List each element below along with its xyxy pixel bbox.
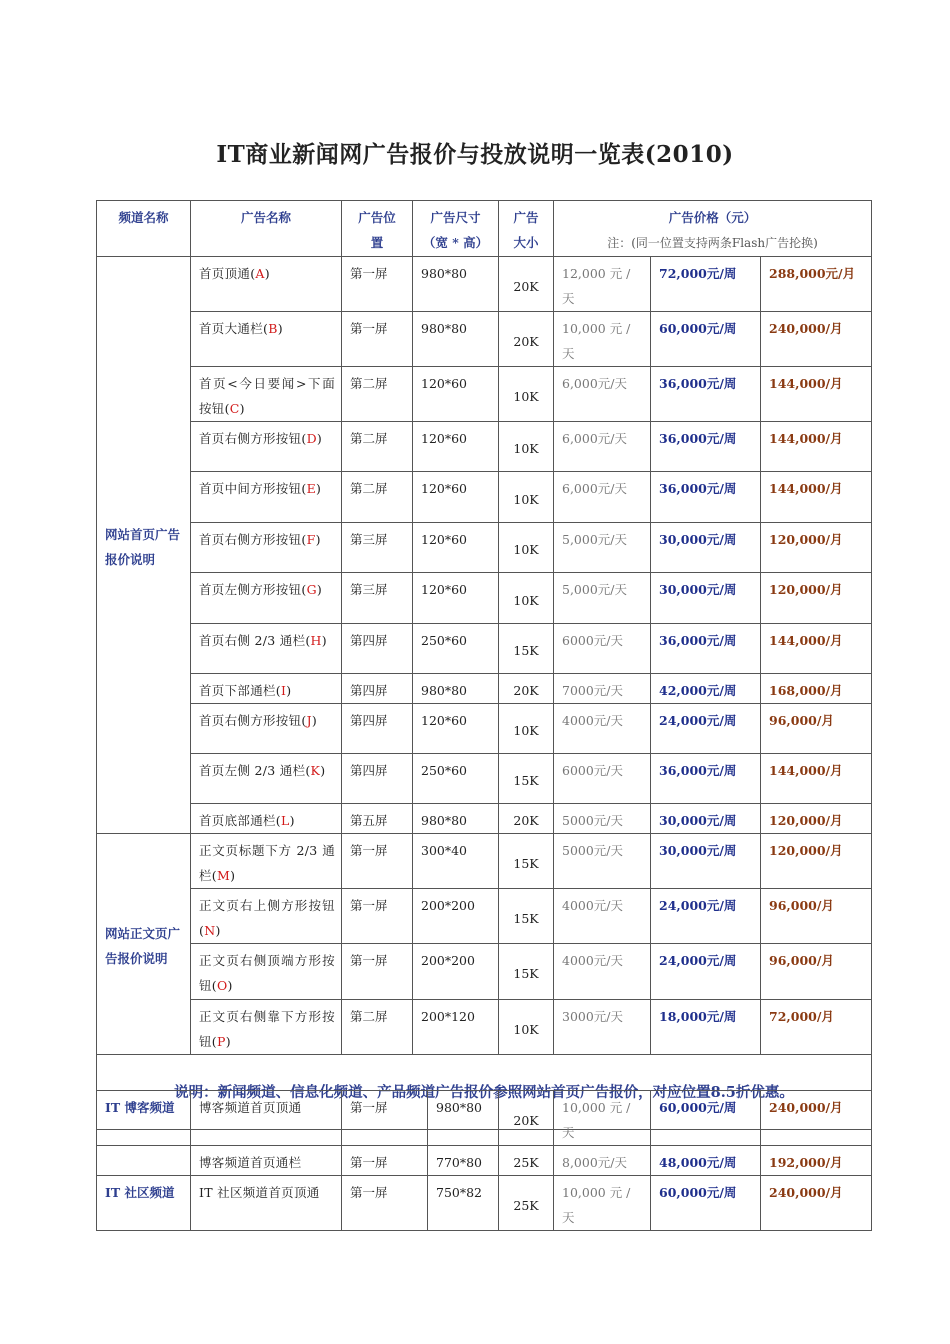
ad-position-cell: 第二屏	[342, 472, 413, 523]
ad-name-close: )	[316, 582, 323, 597]
ad-size-cell: 20K	[499, 674, 554, 704]
weekly-price-cell: 30,000元/周	[651, 573, 761, 624]
ad-position-code: C	[229, 401, 240, 416]
ad-dimension-cell: 120*60	[413, 422, 499, 472]
ad-size-cell: 15K	[499, 889, 554, 944]
monthly-price-cell: 240,000/月	[761, 312, 872, 367]
ad-position-cell: 第三屏	[342, 573, 413, 624]
daily-price-cell: 6,000元/天	[554, 472, 651, 523]
table-row	[97, 754, 872, 804]
daily-price-cell: 7000元/天	[554, 674, 651, 704]
ad-size-cell: 25K	[499, 1146, 554, 1176]
ad-name-close: )	[316, 481, 322, 496]
ad-position-code: L	[280, 813, 290, 828]
ad-name: 首页右侧 2/3 通栏(	[199, 633, 311, 648]
ad-position-cell: 第二屏	[342, 1000, 413, 1055]
monthly-price-cell: 192,000/月	[761, 1146, 872, 1176]
ad-position-cell: 第四屏	[342, 704, 413, 754]
ad-position-cell: 第一屏	[342, 944, 413, 1000]
header-ad-name: 广告名称	[191, 201, 342, 257]
ad-price-table	[96, 200, 872, 1130]
monthly-price-cell: 72,000/月	[761, 1000, 872, 1055]
monthly-price-cell: 120,000/月	[761, 834, 872, 889]
daily-price-cell: 8,000元/天	[554, 1146, 651, 1176]
ad-position-cell: 第四屏	[342, 624, 413, 674]
discount-note: 说明：新闻频道、信息化频道、产品频道广告报价参照网站首页广告报价，对应位置8.5折优惠。	[97, 1055, 872, 1130]
ad-position-code: B	[268, 321, 278, 336]
ad-name-cell	[191, 889, 342, 944]
ad-name: 首页下部通栏(	[199, 683, 281, 698]
ad-name-cell	[191, 1176, 342, 1231]
weekly-price-cell: 30,000元/周	[651, 834, 761, 889]
ad-name-close: )	[239, 401, 245, 416]
ad-size-cell: 20K	[499, 312, 554, 367]
weekly-price-cell: 42,000元/周	[651, 674, 761, 704]
ad-position-code: D	[306, 431, 317, 446]
ad-position-cell: 第二屏	[342, 367, 413, 422]
daily-price-cell: 6000元/天	[554, 754, 651, 804]
ad-dimension-cell: 120*60	[413, 704, 499, 754]
ad-name-cell	[191, 257, 342, 312]
table-header-row	[97, 201, 872, 257]
table-row	[97, 674, 872, 704]
ad-name-cell	[191, 1091, 342, 1146]
ad-dimension-cell: 200*200	[413, 944, 499, 1000]
header-dimension-line2: （宽 * 高）	[422, 235, 489, 250]
monthly-price-cell: 120,000/月	[761, 573, 872, 624]
ad-name: 博客频道首页通栏	[199, 1155, 302, 1170]
ad-size-cell: 20K	[499, 1091, 554, 1146]
daily-price-cell: 4000元/天	[554, 944, 651, 1000]
ad-price-table-body	[97, 201, 872, 1130]
ad-name-close: )	[321, 633, 327, 648]
ad-size-cell: 15K	[499, 754, 554, 804]
ad-size-cell: 10K	[499, 367, 554, 422]
table-row	[97, 1000, 872, 1055]
ad-position-cell: 第二屏	[342, 422, 413, 472]
ad-name-close: )	[316, 431, 323, 446]
daily-price-cell: 5000元/天	[554, 804, 651, 834]
daily-price-cell: 6,000元/天	[554, 367, 651, 422]
monthly-price-cell: 96,000/月	[761, 889, 872, 944]
weekly-price-cell: 36,000元/周	[651, 422, 761, 472]
ad-size-cell: 20K	[499, 257, 554, 312]
table-row	[97, 472, 872, 523]
ad-position-cell: 第一屏	[342, 834, 413, 889]
ad-name: 首页左侧方形按钮(	[199, 582, 307, 597]
ad-dimension-cell: 980*80	[428, 1091, 499, 1146]
header-size-line1: 广告	[513, 210, 539, 225]
weekly-price-cell: 48,000元/周	[651, 1146, 761, 1176]
weekly-price-cell: 36,000元/周	[651, 472, 761, 523]
ad-dimension-cell: 120*60	[413, 472, 499, 523]
ad-name-close: )	[311, 713, 318, 728]
ad-name-close: )	[277, 321, 283, 336]
ad-size-cell: 10K	[499, 704, 554, 754]
monthly-price-cell: 96,000/月	[761, 704, 872, 754]
ad-dimension-cell: 200*120	[413, 1000, 499, 1055]
ad-position-code: J	[306, 713, 312, 728]
ad-dimension-cell: 980*80	[413, 804, 499, 834]
ad-position-cell: 第一屏	[342, 1146, 428, 1176]
ad-position-code: P	[216, 1034, 226, 1049]
monthly-price-cell: 144,000/月	[761, 624, 872, 674]
monthly-price-cell: 240,000/月	[761, 1091, 872, 1146]
ad-dimension-cell: 250*60	[413, 624, 499, 674]
ad-name-close: )	[289, 813, 295, 828]
ad-name: 首页左侧 2/3 通栏(	[199, 763, 311, 778]
ad-name-cell	[191, 754, 342, 804]
daily-price-cell: 4000元/天	[554, 889, 651, 944]
weekly-price-cell: 24,000元/周	[651, 704, 761, 754]
ad-position-cell: 第四屏	[342, 674, 413, 704]
ad-position-code: E	[306, 481, 317, 496]
ad-size-cell: 10K	[499, 1000, 554, 1055]
ad-name-close: )	[286, 683, 292, 698]
daily-price-cell: 6,000元/天	[554, 422, 651, 472]
monthly-price-cell: 288,000元/月	[761, 257, 872, 312]
table-row	[97, 422, 872, 472]
ad-name: 正文页标题下方 2/3 通栏(	[199, 843, 335, 883]
table-row	[97, 834, 872, 889]
channel-price-table	[96, 1090, 872, 1231]
ad-name-cell	[191, 674, 342, 704]
ad-size-cell: 20K	[499, 804, 554, 834]
ad-name-close: )	[315, 532, 321, 547]
weekly-price-cell: 60,000元/周	[651, 1176, 761, 1231]
header-position-line2: 置	[370, 235, 384, 250]
daily-price-cell: 5,000元/天	[554, 523, 651, 573]
channel-article-cell: 网站正文页广告报价说明	[97, 834, 191, 1055]
weekly-price-cell: 60,000元/周	[651, 1091, 761, 1146]
header-dimension-line1: 广告尺寸	[430, 210, 481, 225]
ad-name: IT 社区频道首页顶通	[199, 1185, 320, 1200]
weekly-price-cell: 36,000元/周	[651, 367, 761, 422]
ad-name-cell	[191, 367, 342, 422]
ad-name: 首页右侧方形按钮(	[199, 713, 307, 728]
weekly-price-cell: 36,000元/周	[651, 754, 761, 804]
ad-dimension-cell: 250*60	[413, 754, 499, 804]
channel-price-table-body	[97, 1091, 872, 1231]
ad-position-code: F	[306, 532, 316, 547]
monthly-price-cell: 144,000/月	[761, 472, 872, 523]
ad-position-code: M	[216, 868, 231, 883]
table-row	[97, 523, 872, 573]
table-row	[97, 257, 872, 312]
ad-name: 正文页右上侧方形按钮(	[199, 898, 335, 938]
table-row	[97, 889, 872, 944]
ad-position-code: O	[216, 978, 228, 993]
ad-name-close: )	[227, 978, 233, 993]
table-row	[97, 804, 872, 834]
ad-dimension-cell: 980*80	[413, 312, 499, 367]
ad-name-close: )	[320, 763, 326, 778]
ad-dimension-cell: 120*60	[413, 523, 499, 573]
ad-name-cell	[191, 312, 342, 367]
ad-dimension-cell: 120*60	[413, 573, 499, 624]
ad-name: 首页<今日要闻>下面按钮(	[199, 376, 335, 416]
daily-price-cell: 6000元/天	[554, 624, 651, 674]
monthly-price-cell: 144,000/月	[761, 754, 872, 804]
weekly-price-cell: 24,000元/周	[651, 889, 761, 944]
header-price	[554, 201, 872, 257]
ad-position-code: A	[255, 266, 265, 281]
daily-price-cell: 10,000 元 / 天	[554, 1091, 651, 1146]
ad-name: 首页大通栏(	[199, 321, 269, 336]
ad-name: 首页右侧方形按钮(	[199, 431, 307, 446]
ad-dimension-cell: 120*60	[413, 367, 499, 422]
ad-dimension-cell: 200*200	[413, 889, 499, 944]
ad-position-code: H	[310, 633, 322, 648]
ad-name-cell	[191, 704, 342, 754]
monthly-price-cell: 120,000/月	[761, 804, 872, 834]
ad-name: 首页顶通(	[199, 266, 256, 281]
ad-name-cell	[191, 523, 342, 573]
ad-position-cell: 第一屏	[342, 1091, 428, 1146]
ad-name: 正文页右侧靠下方形按钮(	[199, 1009, 335, 1049]
weekly-price-cell: 60,000元/周	[651, 312, 761, 367]
ad-position-code: K	[310, 763, 321, 778]
monthly-price-cell: 144,000/月	[761, 367, 872, 422]
weekly-price-cell: 30,000元/周	[651, 523, 761, 573]
monthly-price-cell: 144,000/月	[761, 422, 872, 472]
header-dimension	[413, 201, 499, 257]
table-row	[97, 1146, 872, 1176]
ad-name: 首页底部通栏(	[199, 813, 281, 828]
ad-size-cell: 25K	[499, 1176, 554, 1231]
table-row	[97, 573, 872, 624]
ad-position-cell: 第三屏	[342, 523, 413, 573]
header-position-line1: 广告位	[358, 210, 396, 225]
header-price-label: 广告价格（元）	[668, 210, 757, 225]
daily-price-cell: 3000元/天	[554, 1000, 651, 1055]
ad-dimension-cell: 750*82	[428, 1176, 499, 1231]
header-price-note: 注：(同一位置支持两条Flash广告抡换)	[607, 236, 818, 250]
header-size	[499, 201, 554, 257]
ad-name-cell	[191, 804, 342, 834]
ad-size-cell: 15K	[499, 944, 554, 1000]
ad-dimension-cell: 770*80	[428, 1146, 499, 1176]
daily-price-cell: 10,000 元 / 天	[554, 1176, 651, 1231]
channel-blog-empty-cell	[97, 1146, 191, 1176]
page-title: IT商业新闻网广告报价与投放说明一览表(2010)	[216, 141, 734, 168]
monthly-price-cell: 96,000/月	[761, 944, 872, 1000]
monthly-price-cell: 240,000/月	[761, 1176, 872, 1231]
channel-home-cell: 网站首页广告报价说明	[97, 257, 191, 834]
ad-size-cell: 10K	[499, 422, 554, 472]
ad-size-cell: 10K	[499, 523, 554, 573]
weekly-price-cell: 18,000元/周	[651, 1000, 761, 1055]
ad-name-cell	[191, 573, 342, 624]
ad-position-code: I	[280, 683, 287, 698]
daily-price-cell: 5000元/天	[554, 834, 651, 889]
weekly-price-cell: 72,000元/周	[651, 257, 761, 312]
ad-name: 首页右侧方形按钮(	[199, 532, 307, 547]
table-row	[97, 1091, 872, 1146]
weekly-price-cell: 36,000元/周	[651, 624, 761, 674]
ad-name: 博客频道首页顶通	[199, 1100, 302, 1115]
monthly-price-cell: 120,000/月	[761, 523, 872, 573]
header-size-line2: 大小	[513, 235, 539, 250]
ad-position-cell: 第一屏	[342, 257, 413, 312]
ad-name-cell	[191, 624, 342, 674]
table-row	[97, 312, 872, 367]
table-row	[97, 704, 872, 754]
daily-price-cell: 12,000 元 / 天	[554, 257, 651, 312]
ad-dimension-cell: 300*40	[413, 834, 499, 889]
table-row	[97, 367, 872, 422]
ad-position-code: G	[306, 582, 317, 597]
ad-name: 首页中间方形按钮(	[199, 481, 307, 496]
ad-name-cell	[191, 422, 342, 472]
ad-name-cell	[191, 472, 342, 523]
table-row	[97, 944, 872, 1000]
daily-price-cell: 10,000 元 / 天	[554, 312, 651, 367]
ad-position-cell: 第五屏	[342, 804, 413, 834]
ad-name-cell	[191, 1146, 342, 1176]
header-position	[342, 201, 413, 257]
daily-price-cell: 5,000元/天	[554, 573, 651, 624]
ad-size-cell: 10K	[499, 472, 554, 523]
ad-name: 正文页右侧顶端方形按钮(	[199, 953, 335, 993]
channel-blog-cell: IT 博客频道	[97, 1091, 191, 1146]
ad-size-cell: 15K	[499, 624, 554, 674]
ad-name-cell	[191, 1000, 342, 1055]
weekly-price-cell: 30,000元/周	[651, 804, 761, 834]
ad-size-cell: 10K	[499, 573, 554, 624]
table-row	[97, 1176, 872, 1231]
daily-price-cell: 4000元/天	[554, 704, 651, 754]
ad-name-close: )	[264, 266, 270, 281]
ad-position-code: N	[204, 923, 216, 938]
channel-community-cell: IT 社区频道	[97, 1176, 191, 1231]
ad-dimension-cell: 980*80	[413, 257, 499, 312]
ad-dimension-cell: 980*80	[413, 674, 499, 704]
ad-name-close: )	[230, 868, 236, 883]
table-row	[97, 624, 872, 674]
ad-position-cell: 第一屏	[342, 312, 413, 367]
ad-name-close: )	[225, 1034, 231, 1049]
header-channel: 频道名称	[97, 201, 191, 257]
ad-name-cell	[191, 834, 342, 889]
ad-position-cell: 第一屏	[342, 1176, 428, 1231]
ad-position-cell: 第一屏	[342, 889, 413, 944]
ad-size-cell: 15K	[499, 834, 554, 889]
ad-position-cell: 第四屏	[342, 754, 413, 804]
monthly-price-cell: 168,000/月	[761, 674, 872, 704]
ad-name-cell	[191, 944, 342, 1000]
weekly-price-cell: 24,000元/周	[651, 944, 761, 1000]
ad-name-close: )	[215, 923, 221, 938]
